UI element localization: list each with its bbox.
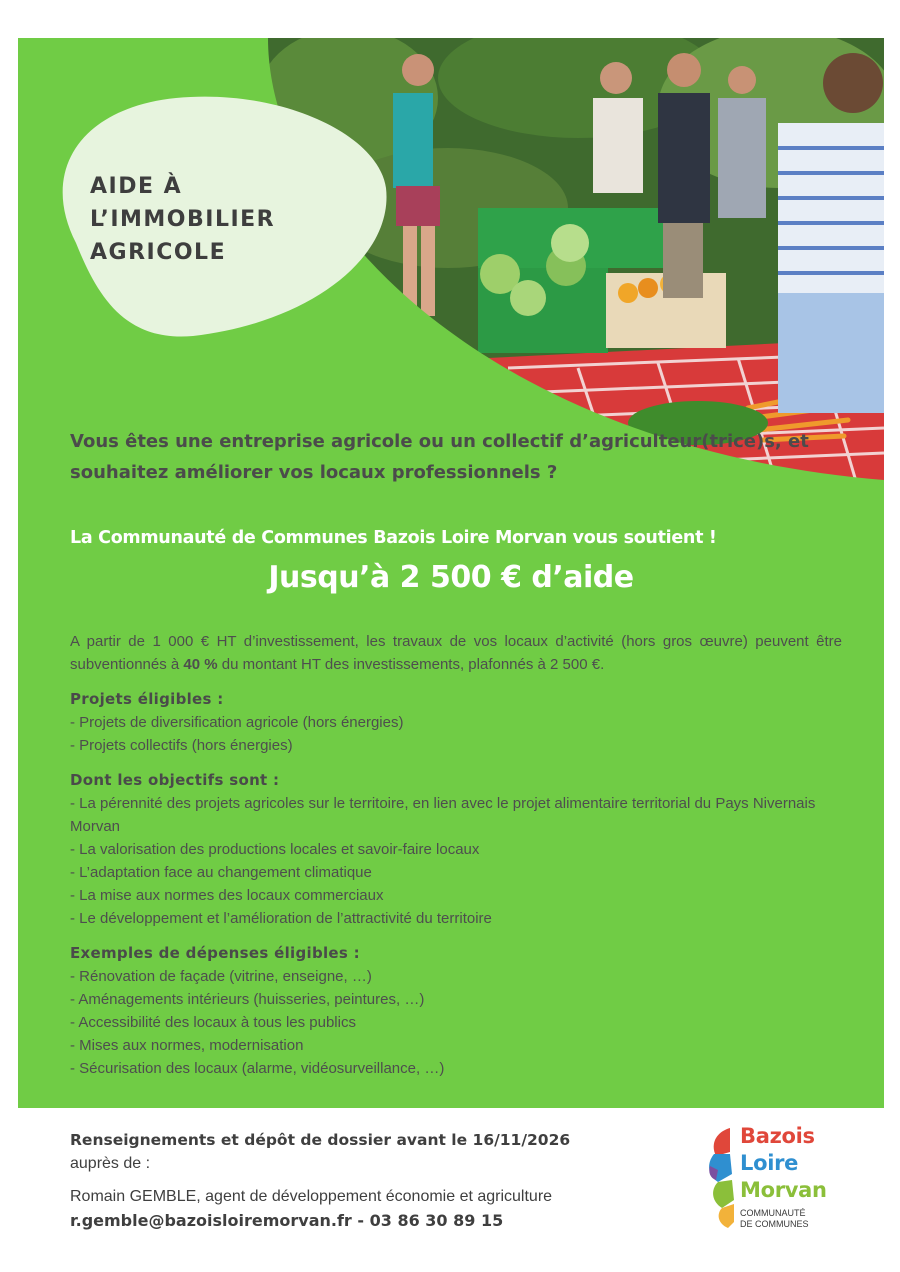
list-item: - Projets de diversification agricole (hors énergies): [70, 714, 404, 731]
logo-word-bazois: Bazois: [740, 1124, 815, 1148]
phone-number[interactable]: 03 86 30 89 15: [369, 1211, 504, 1230]
section-heading-expenses: Exemples de dépenses éligibles :: [70, 944, 360, 962]
logo-subtitle-2: DE COMMUNES: [740, 1219, 809, 1229]
green-panel: [18, 38, 884, 1108]
list-item: - Rénovation de façade (vitrine, enseigne, …): [70, 968, 372, 985]
logo-mark-icon: [706, 1126, 736, 1230]
list-item: - Aménagements intérieurs (huisseries, peintures, …): [70, 991, 425, 1008]
contact-footer: [70, 1128, 690, 1233]
objectives-list: [70, 792, 842, 930]
list-item: - La mise aux normes des locaux commerciaux: [70, 887, 384, 904]
bazois-loire-morvan-logo: [706, 1124, 856, 1234]
list-item: - Accessibilité des locaux à tous les publics: [70, 1014, 356, 1031]
section-heading-eligible-projects: Projets éligibles :: [70, 690, 224, 708]
intro-question: Vous êtes une entreprise agricole ou un collectif d’agriculteur(trice)s, et souhaitez améliorer vos locaux professionnels ?: [70, 431, 809, 483]
title-line-3: AGRICOLE: [90, 240, 227, 265]
list-item: - Le développement et l’amélioration de l’attractivité du territoire: [70, 910, 492, 927]
list-item: - L’adaptation face au changement climatique: [70, 864, 372, 881]
list-item: - Sécurisation des locaux (alarme, vidéosurveillance, …): [70, 1060, 445, 1077]
description-paragraph: [70, 630, 842, 676]
body-block: [70, 630, 842, 1080]
deadline-text: Renseignements et dépôt de dossier avant le 16/11/2026: [70, 1131, 571, 1149]
description-rate: 40 %: [183, 656, 218, 673]
main-title: [90, 170, 275, 269]
contact-separator: -: [351, 1211, 370, 1230]
list-item: - La pérennité des projets agricoles sur le territoire, en lien avec le projet alimentaire territorial du Pays Nivernais Morvan: [70, 795, 816, 835]
title-line-1: AIDE À: [90, 174, 183, 199]
intro-support: La Communauté de Communes Bazois Loire Morvan vous soutient !: [70, 528, 717, 548]
list-item: - La valorisation des productions locales et savoir-faire locaux: [70, 841, 480, 858]
list-item: - Projets collectifs (hors énergies): [70, 737, 293, 754]
contact-line: [70, 1209, 690, 1233]
aid-headline: Jusqu’à 2 500 € d’aide: [268, 560, 634, 595]
contact-person: Romain GEMBLE, agent de développement économie et agriculture: [70, 1188, 553, 1205]
description-part-b: du montant HT des investissements, plafonnés à 2 500 €.: [217, 656, 605, 673]
logo-word-morvan: Morvan: [740, 1178, 827, 1202]
eligible-projects-list: [70, 711, 842, 757]
list-item: - Mises aux normes, modernisation: [70, 1037, 304, 1054]
logo-word-loire: Loire: [740, 1151, 799, 1175]
title-line-2: L’IMMOBILIER: [90, 207, 276, 232]
with-text: auprès de :: [70, 1155, 151, 1172]
logo-subtitle-1: COMMUNAUTÉ: [740, 1208, 806, 1218]
section-heading-objectives: Dont les objectifs sont :: [70, 771, 280, 789]
description-part-a: A partir de 1 000 € HT d’investissement, les travaux de vos locaux d’activité (hors gros œuvre) peuvent être subventionnés à: [70, 633, 842, 673]
email-link[interactable]: r.gemble@bazoisloiremorvan.fr: [70, 1211, 352, 1230]
expenses-list: [70, 965, 842, 1080]
